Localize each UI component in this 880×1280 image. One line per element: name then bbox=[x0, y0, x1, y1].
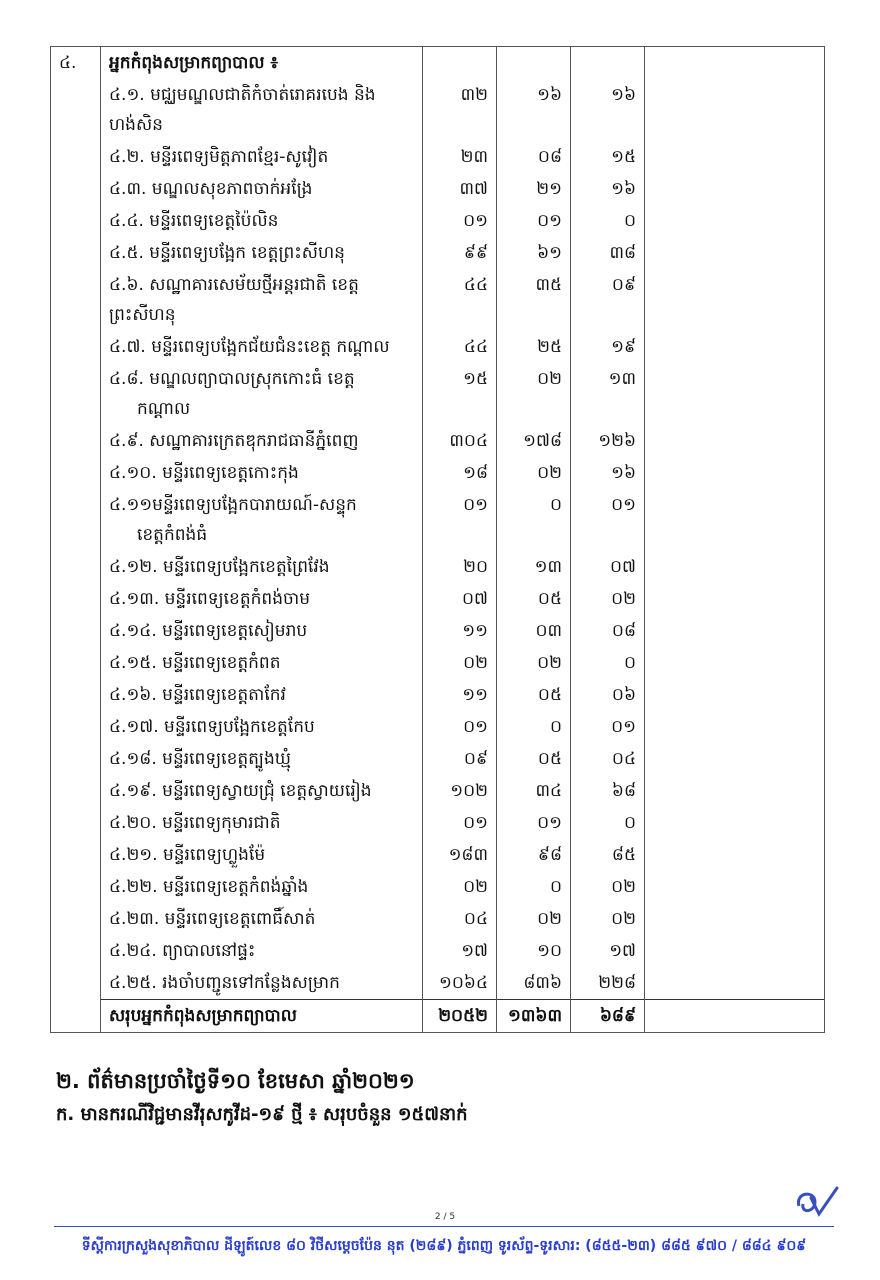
table-row bbox=[51, 647, 825, 679]
count-cell-total: ០៩ bbox=[423, 743, 497, 775]
remarks-cell bbox=[645, 935, 825, 967]
count-cell-c2: ១៣ bbox=[497, 551, 571, 583]
facility-name-cell bbox=[101, 679, 423, 711]
remarks-cell bbox=[645, 903, 825, 935]
table-row bbox=[51, 551, 825, 583]
count-cell-c3: ១៥ bbox=[571, 141, 645, 173]
table-row bbox=[51, 79, 825, 141]
count-cell-c3: ០៩ bbox=[571, 269, 645, 331]
total-cell-c3: ៦៨៩ bbox=[571, 1000, 645, 1033]
signature-logo-icon bbox=[793, 1184, 841, 1220]
count-cell-total: ០១ bbox=[423, 205, 497, 237]
remarks-cell bbox=[645, 679, 825, 711]
count-cell-total: ១០២ bbox=[423, 775, 497, 807]
facility-name: ៤.១៩. មន្ទីរពេទ្យស្វាយជ្រុំ ខេត្តស្វាយរៀង bbox=[109, 781, 372, 801]
facility-name-cont: ព្រះសីហនុ bbox=[109, 305, 176, 325]
count-cell-c2: ០៨ bbox=[497, 141, 571, 173]
remarks-cell bbox=[645, 363, 825, 425]
count-cell-c3: ០ bbox=[571, 807, 645, 839]
count-cell-c2: ០៥ bbox=[497, 743, 571, 775]
count-cell-total: ១៨៣ bbox=[423, 839, 497, 871]
count-cell-c2: ០២ bbox=[497, 903, 571, 935]
total-cell-total: ២០៥២ bbox=[423, 1000, 497, 1033]
count-cell-c3: ០២ bbox=[571, 871, 645, 903]
table-row bbox=[51, 205, 825, 237]
facility-name-cell bbox=[101, 967, 423, 1000]
count-cell-c2: ០២ bbox=[497, 647, 571, 679]
remarks-cell bbox=[645, 269, 825, 331]
table-row bbox=[51, 775, 825, 807]
facility-name: ៤.១៧. មន្ទីរពេទ្យបង្អែកខេត្តកែប bbox=[109, 717, 315, 737]
facility-name-cell bbox=[101, 457, 423, 489]
count-cell-c2: ២១ bbox=[497, 173, 571, 205]
facility-name: ៤.២២. មន្ទីរពេទ្យខេត្តកំពង់ឆ្នាំង bbox=[109, 877, 309, 897]
count-cell-total: ៤៤ bbox=[423, 269, 497, 331]
facility-name-cell bbox=[101, 237, 423, 269]
table-row bbox=[51, 141, 825, 173]
facility-name: ៤.២១. មន្ទីរពេទ្យហ្លួងម៉ែ bbox=[109, 845, 266, 865]
count-cell-c2: ៣៥ bbox=[497, 269, 571, 331]
facility-name: ៤.៤. មន្ទីរពេទ្យខេត្តប៉ៃលិន bbox=[109, 211, 279, 231]
facility-name: ៤.១១មន្ទីរពេទ្យបង្អែកបារាយណ៍-សន្ទុក bbox=[109, 495, 357, 515]
remarks-cell bbox=[645, 331, 825, 363]
count-cell-c2: ០៥ bbox=[497, 583, 571, 615]
count-cell-c2: ១៦ bbox=[497, 79, 571, 141]
count-cell-c2: ១០ bbox=[497, 935, 571, 967]
table-row bbox=[51, 615, 825, 647]
count-cell-c3: ០៨ bbox=[571, 615, 645, 647]
count-cell-c3: ៦៨ bbox=[571, 775, 645, 807]
remarks-cell bbox=[645, 615, 825, 647]
remarks-cell bbox=[645, 457, 825, 489]
count-cell-c3: ២២៨ bbox=[571, 967, 645, 1000]
facility-name-cell bbox=[101, 743, 423, 775]
remarks-cell bbox=[645, 647, 825, 679]
remarks-cell bbox=[645, 141, 825, 173]
facility-name: ៤.៥. មន្ទីរពេទ្យបង្អែក ខេត្តព្រះសីហនុ bbox=[109, 243, 345, 263]
table-row bbox=[51, 839, 825, 871]
count-cell-c3: ០៤ bbox=[571, 743, 645, 775]
facility-name-cont: កណ្តាល bbox=[137, 399, 191, 419]
footer-address: ទីស្តីការក្រសួងសុខាភិបាល ដីឡូត៍លេខ ៨០ វិថីសម្តេចប៉ែន នុត (២៨៩) ភ្នំពេញ ទូរស័ព្ទ-ទូរសារ: (៨៥៥-២៣) ៨៨៥ ៩៧០ / ៨៨៤ ៩០៩ bbox=[81, 1238, 807, 1254]
remarks-cell bbox=[645, 743, 825, 775]
count-cell-c3: ០ bbox=[571, 647, 645, 679]
table-row bbox=[51, 173, 825, 205]
table-row bbox=[51, 583, 825, 615]
facility-name-cell bbox=[101, 615, 423, 647]
count-cell-c2: ០ bbox=[497, 711, 571, 743]
remarks-cell bbox=[645, 967, 825, 1000]
facility-name: ៤.៨. មណ្ឌលព្យាបាលស្រុកកោះធំ ខេត្ត bbox=[109, 369, 355, 389]
facility-name: ៤.៩. សណ្ឋាគារក្រេតឌុករាជធានីភ្នំពេញ bbox=[109, 431, 359, 451]
facility-name: ៤.១៦. មន្ទីរពេទ្យខេត្តតាកែវ bbox=[109, 685, 286, 705]
count-cell-c3: ១៧ bbox=[571, 935, 645, 967]
count-cell-c3: ០២ bbox=[571, 903, 645, 935]
count-cell-total: ៩៩ bbox=[423, 237, 497, 269]
count-cell-c3: ១៣ bbox=[571, 363, 645, 425]
table-row bbox=[51, 331, 825, 363]
count-cell-total: ០២ bbox=[423, 871, 497, 903]
count-cell-c3: ០៧ bbox=[571, 551, 645, 583]
remarks-cell bbox=[645, 775, 825, 807]
count-cell-total: ១៧ bbox=[423, 935, 497, 967]
count-cell-total: ៤៤ bbox=[423, 331, 497, 363]
section-header-row bbox=[51, 47, 825, 80]
facility-name-cell bbox=[101, 935, 423, 967]
facility-name-cell bbox=[101, 331, 423, 363]
remarks-cell bbox=[645, 205, 825, 237]
facility-name: ៤.២៤. ព្យាបាលនៅផ្ទះ bbox=[109, 941, 256, 961]
count-cell-total: ០២ bbox=[423, 647, 497, 679]
table-row bbox=[51, 967, 825, 1000]
facility-name-cell bbox=[101, 775, 423, 807]
count-cell-total: ៣២ bbox=[423, 79, 497, 141]
total-label: សរុបអ្នកកំពុងសម្រាកព្យាបាល bbox=[101, 1000, 423, 1033]
facility-name: ៤.១០. មន្ទីរពេទ្យខេត្តកោះកុង bbox=[109, 463, 299, 483]
table-row bbox=[51, 871, 825, 903]
count-cell-total: ១១ bbox=[423, 679, 497, 711]
table-row bbox=[51, 269, 825, 331]
count-cell-c2: ០១ bbox=[497, 807, 571, 839]
facility-name-cell bbox=[101, 871, 423, 903]
facility-name: ៤.២០. មន្ទីរពេទ្យកុមារជាតិ bbox=[109, 813, 281, 833]
count-cell-c3: ០១ bbox=[571, 489, 645, 551]
count-cell-c2: ៦១ bbox=[497, 237, 571, 269]
count-cell-c2: ៨៣៦ bbox=[497, 967, 571, 1000]
remarks-cell bbox=[645, 871, 825, 903]
count-cell-c3: ០ bbox=[571, 205, 645, 237]
remarks-cell bbox=[645, 79, 825, 141]
count-cell-c2: ០ bbox=[497, 871, 571, 903]
facility-name-cell bbox=[101, 903, 423, 935]
facility-name: ៤.២. មន្ទីរពេទ្យមិត្តភាពខ្មែរ-សូវៀត bbox=[109, 147, 329, 167]
remarks-cell bbox=[645, 711, 825, 743]
count-cell-total: ២០ bbox=[423, 551, 497, 583]
facility-name: ៤.១៤. មន្ទីរពេទ្យខេត្តសៀមរាប bbox=[109, 621, 308, 641]
count-cell-c2: ០២ bbox=[497, 363, 571, 425]
remarks-cell bbox=[645, 807, 825, 839]
facility-name: ៤.២៣. មន្ទីរពេទ្យខេត្តពោធិ៍សាត់ bbox=[109, 909, 316, 929]
facility-name: ៤.២៥. រងចាំបញ្ជូនទៅកន្លែងសម្រាក bbox=[109, 973, 340, 993]
facility-name: ៤.១៣. មន្ទីរពេទ្យខេត្តកំពង់ចាម bbox=[109, 589, 310, 609]
remarks-cell bbox=[645, 489, 825, 551]
facility-name-cell bbox=[101, 363, 423, 425]
count-cell-total: ១៨ bbox=[423, 457, 497, 489]
count-cell-total: ៣០៤ bbox=[423, 425, 497, 457]
count-cell-total: ២៣ bbox=[423, 141, 497, 173]
facility-name: ៤.១. មជ្ឈមណ្ឌលជាតិកំចាត់រោគរបេង និង bbox=[109, 85, 376, 105]
remarks-cell bbox=[645, 173, 825, 205]
count-cell-total: ១១ bbox=[423, 615, 497, 647]
count-cell-c3: ៨៥ bbox=[571, 839, 645, 871]
total-row bbox=[51, 1000, 825, 1033]
count-cell-c2: ០ bbox=[497, 489, 571, 551]
count-cell-c3: ០៦ bbox=[571, 679, 645, 711]
facility-name: ៤.៣. មណ្ឌលសុខភាពចាក់អង្រែ bbox=[109, 179, 313, 199]
table-row bbox=[51, 679, 825, 711]
count-cell-c2: ០៥ bbox=[497, 679, 571, 711]
section-number: ៤. bbox=[51, 47, 101, 1033]
remarks-cell bbox=[645, 237, 825, 269]
count-cell-total: ១០៦៤ bbox=[423, 967, 497, 1000]
table-row bbox=[51, 711, 825, 743]
facility-name-cell bbox=[101, 711, 423, 743]
facility-name: ៤.៧. មន្ទីរពេទ្យបង្អែកជ័យជំនះខេត្ត កណ្តាល bbox=[109, 337, 390, 357]
table-row bbox=[51, 743, 825, 775]
facility-name-cell bbox=[101, 205, 423, 237]
table-row bbox=[51, 807, 825, 839]
facility-name-cont: ខេត្តកំពង់ធំ bbox=[137, 525, 208, 545]
facility-name-cell bbox=[101, 839, 423, 871]
table-row bbox=[51, 935, 825, 967]
facility-name-cell bbox=[101, 269, 423, 331]
facility-name-cell bbox=[101, 489, 423, 551]
remarks-cell bbox=[645, 1000, 825, 1033]
facility-name-cell bbox=[101, 173, 423, 205]
count-cell-c2: ០៣ bbox=[497, 615, 571, 647]
count-cell-total: ០១ bbox=[423, 711, 497, 743]
patients-table-body bbox=[51, 47, 825, 1033]
patients-table bbox=[50, 46, 825, 1033]
remarks-cell bbox=[645, 425, 825, 457]
count-cell-c3: ១៦ bbox=[571, 79, 645, 141]
facility-name-cell bbox=[101, 551, 423, 583]
facility-name-cell bbox=[101, 807, 423, 839]
facility-name-cell bbox=[101, 425, 423, 457]
count-cell-c2: ០២ bbox=[497, 457, 571, 489]
facility-name: ៤.១២. មន្ទីរពេទ្យបង្អែកខេត្តព្រៃវែង bbox=[109, 557, 330, 577]
facility-name-cell bbox=[101, 647, 423, 679]
section-title: អ្នកកំពុងសម្រាកព្យាបាល ៖ bbox=[101, 47, 423, 80]
count-cell-c3: ១៦ bbox=[571, 173, 645, 205]
count-cell-total: ០១ bbox=[423, 489, 497, 551]
news-subheading: ក. មានករណីវិជ្ជមានវីរុសកូវីដ-១៩ ថ្មី ៖ សរុបចំនួន ១៥៧នាក់ bbox=[56, 1104, 468, 1125]
count-cell-total: ០១ bbox=[423, 807, 497, 839]
facility-name: ៤.១៥. មន្ទីរពេទ្យខេត្តកំពត bbox=[109, 653, 281, 673]
table-row bbox=[51, 237, 825, 269]
count-cell-c2: ០១ bbox=[497, 205, 571, 237]
page-number: 2 / 5 bbox=[434, 1212, 456, 1222]
count-cell-c2: ១៧៨ bbox=[497, 425, 571, 457]
count-cell-total: ១៥ bbox=[423, 363, 497, 425]
facility-name-cell bbox=[101, 141, 423, 173]
count-cell-c3: ០២ bbox=[571, 583, 645, 615]
count-cell-total: ៣៧ bbox=[423, 173, 497, 205]
remarks-cell bbox=[645, 583, 825, 615]
table-row bbox=[51, 489, 825, 551]
facility-name-cont: ហង់សិន bbox=[109, 115, 163, 135]
remarks-cell bbox=[645, 551, 825, 583]
facility-name: ៤.១៨. មន្ទីរពេទ្យខេត្តត្បូងឃ្មុំ bbox=[109, 749, 291, 769]
count-cell-total: ០៤ bbox=[423, 903, 497, 935]
count-cell-c2: ៣៤ bbox=[497, 775, 571, 807]
count-cell-total: ០៧ bbox=[423, 583, 497, 615]
total-cell-c2: ១៣៦៣ bbox=[497, 1000, 571, 1033]
count-cell-c2: ២៥ bbox=[497, 331, 571, 363]
table-row bbox=[51, 363, 825, 425]
count-cell-c3: ០១ bbox=[571, 711, 645, 743]
count-cell-c3: ១៦ bbox=[571, 457, 645, 489]
facility-name-cell bbox=[101, 79, 423, 141]
news-heading: ២. ព័ត៌មានប្រចាំថ្ងៃទី១០ ខែមេសា ឆ្នាំ២០២១ bbox=[56, 1069, 415, 1093]
remarks-cell bbox=[645, 47, 825, 80]
table-row bbox=[51, 457, 825, 489]
table-row bbox=[51, 903, 825, 935]
count-cell-c3: ៣៨ bbox=[571, 237, 645, 269]
table-row bbox=[51, 425, 825, 457]
count-cell-c3: ១៩ bbox=[571, 331, 645, 363]
remarks-cell bbox=[645, 839, 825, 871]
facility-name-cell bbox=[101, 583, 423, 615]
facility-name: ៤.៦. សណ្ឋាគារសេម័យថ្មីអន្តរជាតិ ខេត្ត bbox=[109, 275, 359, 295]
count-cell-c3: ១២៦ bbox=[571, 425, 645, 457]
footer-divider bbox=[54, 1226, 834, 1227]
count-cell-c2: ៩៨ bbox=[497, 839, 571, 871]
